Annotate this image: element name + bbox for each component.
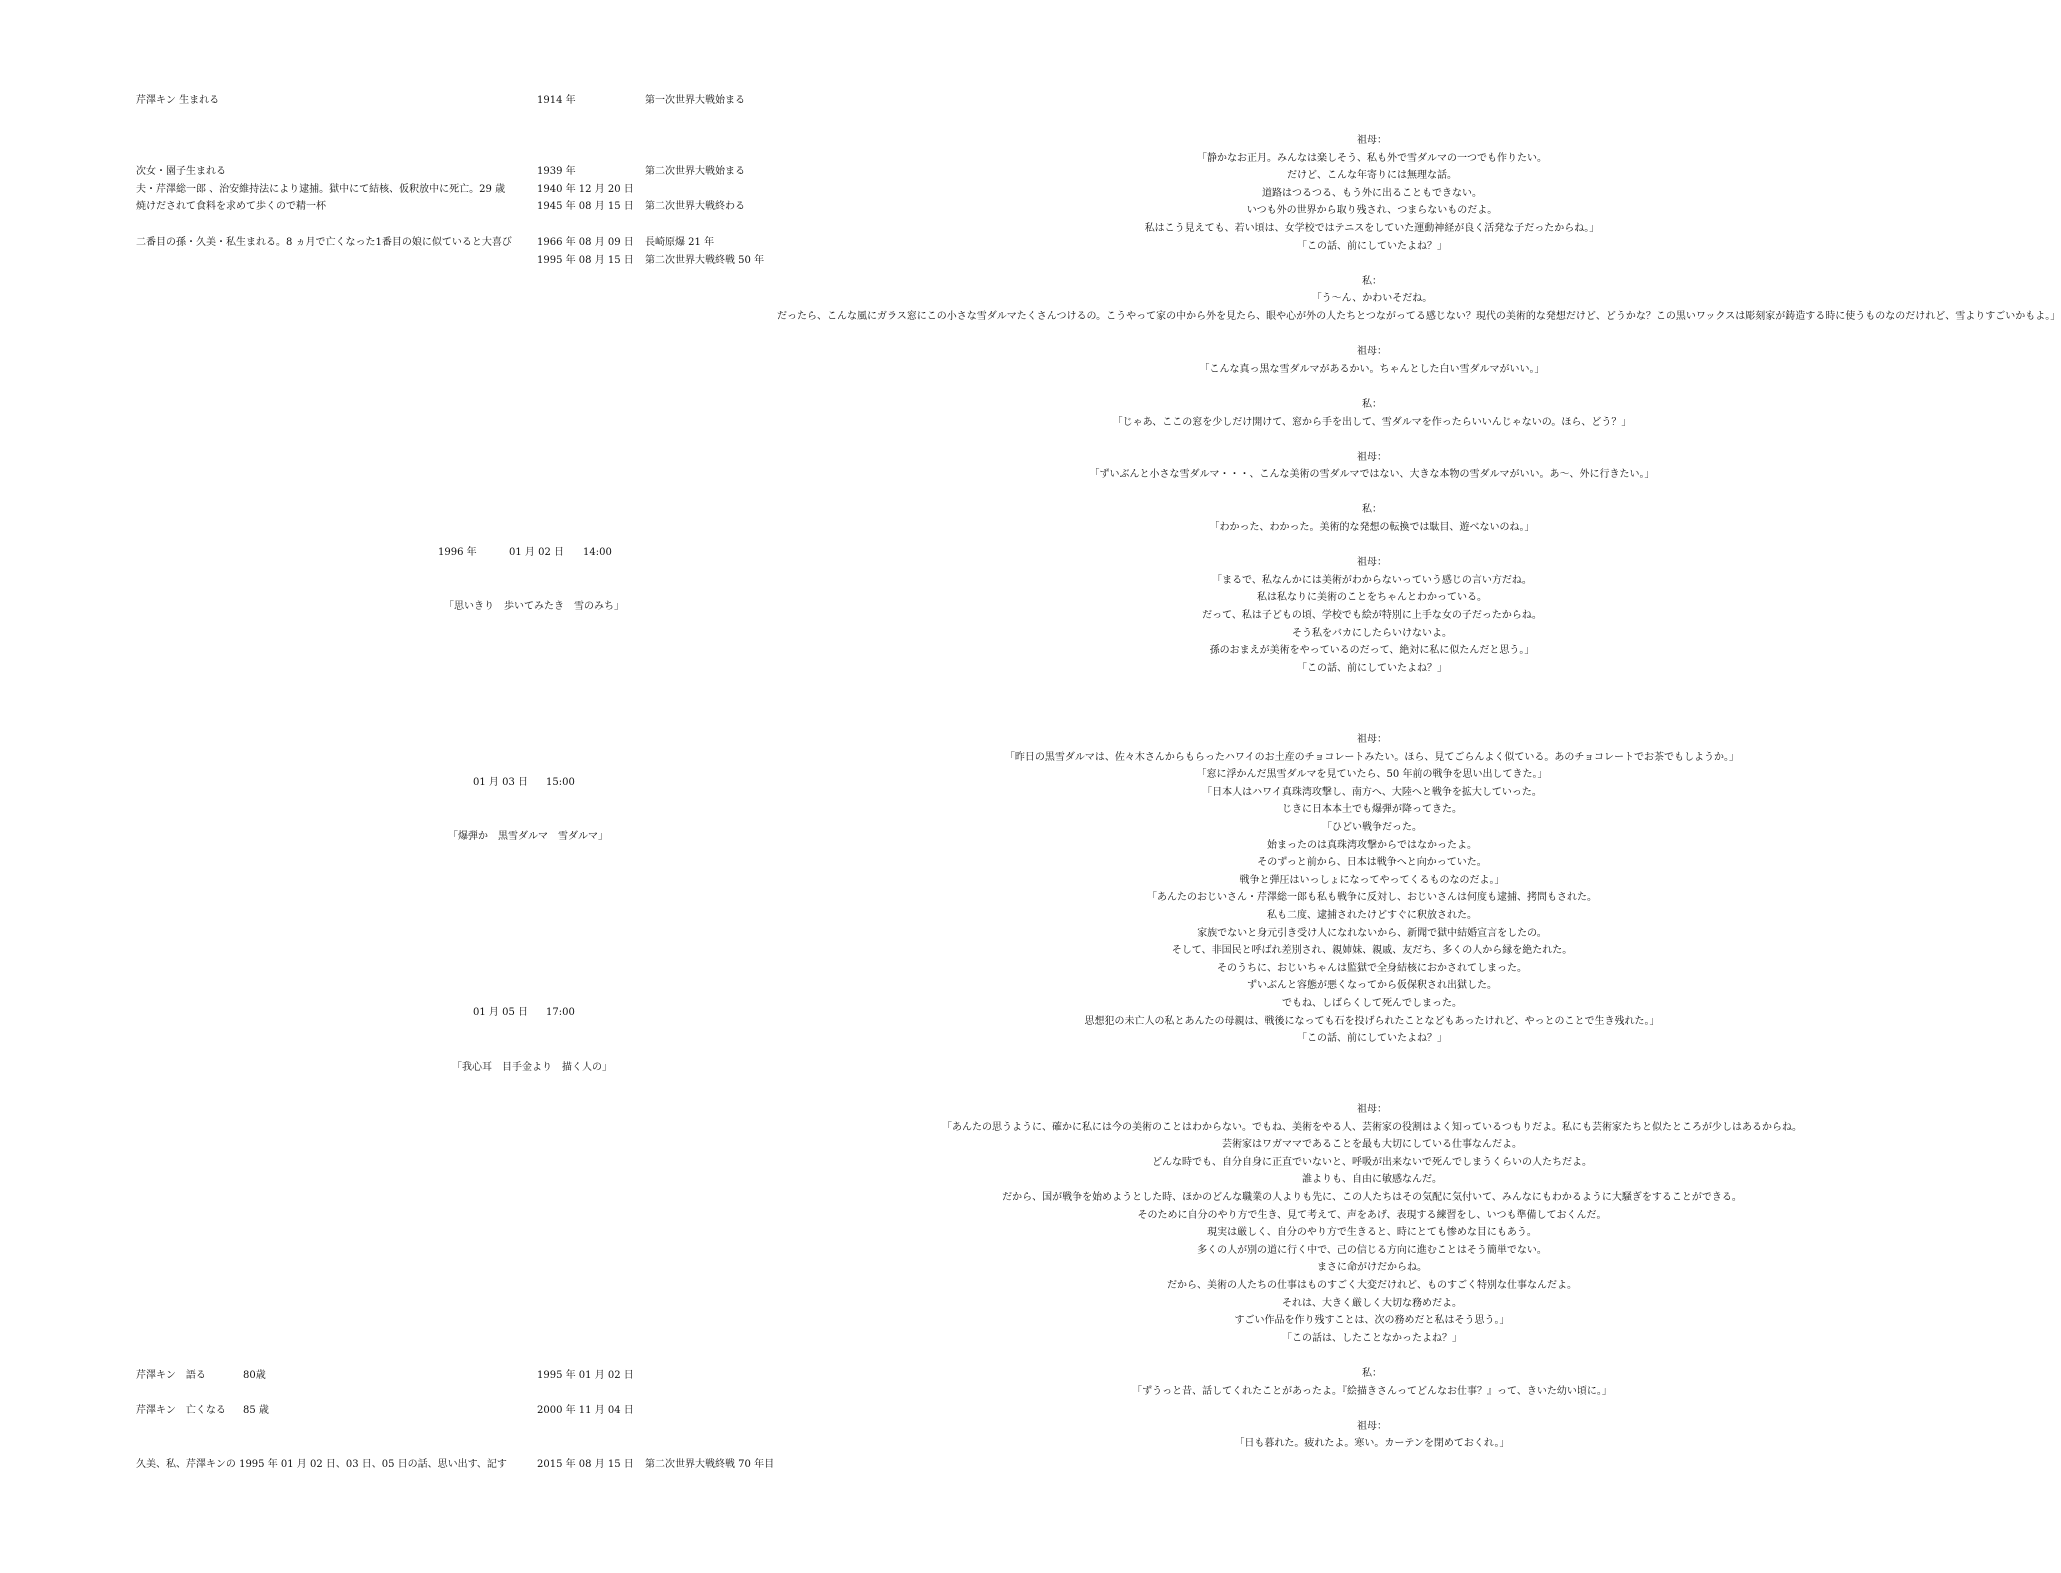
dialogue-block-day1	[777, 132, 2061, 677]
dialogue-line: 多くの人が別の道に行く中で、己の信じる方向に進むことはそう簡単でない。	[1197, 1244, 1547, 1256]
dialogue-line: じきに日本本土でも爆弾が降ってきた。	[1282, 804, 1462, 816]
dialogue-line: 「この話、前にしていたよね？」	[1297, 662, 1447, 674]
dialogue-line: いつも外の世界から取り残され、つまらないものだよ。	[1246, 205, 1498, 217]
dialogue-line: どんな時でも、自分自身に正直でいないと、呼吸が出来ないで死んでしまうくらいの人たちだよ。	[1152, 1156, 1592, 1168]
timeline-date: 2015 年 08 月 15 日	[537, 1459, 634, 1470]
timeline-world-event: 第二次世界大戦終戦 50 年	[645, 255, 765, 266]
dialogue-line: 「日も暮れた。疲れたよ。寒い。カーテンを閉めておくれ。」	[1234, 1438, 1510, 1450]
dialogue-line: 私はこう見えても、若い頃は、女学校ではテニスをしていた運動神経が良く活発な子だったからね。」	[1144, 222, 1600, 234]
timeline-event: 二番目の孫・久美・私生まれる。8 ヵ月で亡くなった1番目の娘に似ていると大喜び	[136, 237, 512, 248]
dialogue-line: 「この話、前にしていたよね？」	[1297, 240, 1447, 252]
dialogue-line: 「う～ん、かわいそだね。	[1311, 293, 1433, 305]
dialogue-block-day2	[777, 731, 1967, 1048]
timeline-date: 1995 年 08 月 15 日	[537, 255, 634, 266]
timeline-world-event: 第二次世界大戦終戦 70 年目	[645, 1459, 775, 1470]
dialogue-line: だから、美術の人たちの仕事はものすごく大変だけれど、ものすごく特別な仕事なんだよ。	[1167, 1279, 1577, 1291]
speaker-label: 私：	[1362, 1367, 1382, 1379]
day-time: 14:00	[583, 547, 612, 558]
speaker-label: 私：	[1362, 398, 1382, 410]
timeline-date: 1914 年	[537, 95, 576, 106]
timeline-world-event: 長崎原爆 21 年	[645, 237, 715, 248]
dialogue-line: まさに命がけだからね。	[1317, 1262, 1427, 1274]
dialogue-line: 「窓に浮かんだ黒雪ダルマを見ていたら、50 年前の戦争を思い出してきた。」	[1196, 769, 1548, 781]
dialogue-line: 「この話、前にしていたよね？」	[1297, 1033, 1447, 1045]
dialogue-line: 芸術家はワガママであることを最も大切にしている仕事なんだよ。	[1222, 1139, 1522, 1151]
day-date: 01 月 02 日	[509, 547, 564, 558]
timeline-event: 芹澤キン 生まれる	[136, 95, 220, 106]
dialogue-line: それは、大きく厳しく大切な務めだよ。	[1282, 1297, 1462, 1309]
dialogue-line: 「ずいぶんと小さな雪ダルマ・・・、こんな美術の雪ダルマではない、大きな本物の雪ダルマがいい。あ～、外に行きたい。」	[1089, 469, 1655, 481]
dialogue-line: 「日本人はハワイ真珠湾攻撃し、南方へ、大陸へと戦争を拡大していった。	[1202, 786, 1542, 798]
timeline-age: 85 歳	[243, 1405, 269, 1416]
day-poem: 「我心耳 目手金より 描く人の」	[452, 1062, 612, 1073]
speaker-label: 祖母：	[1357, 346, 1387, 358]
dialogue-line: すごい作品を作り残すことは、次の務めだと私はそう思う。」	[1234, 1315, 1510, 1327]
dialogue-gap	[777, 255, 1967, 273]
timeline-date: 1966 年 08 月 09 日	[537, 237, 634, 248]
speaker-label: 祖母：	[1357, 734, 1387, 745]
dialogue-line: 「わかった、わかった。美術的な発想の転換では駄目、遊べないのね。」	[1209, 522, 1535, 534]
timeline-age: 80歳	[243, 1370, 266, 1381]
dialogue-line: でもね、しばらくして死んでしまった。	[1282, 997, 1462, 1009]
timeline-event: 焼けだされて食料を求めて歩くので精一杯	[136, 201, 326, 212]
timeline-event: 芹澤キン 語る	[136, 1370, 206, 1381]
timeline-event: 久美、私、芹澤キンの 1995 年 01 月 02 日、03 日、05 日の話、思い出す、記す	[136, 1459, 507, 1470]
speaker-label: 祖母：	[1357, 451, 1387, 463]
dialogue-line: 家族でないと身元引き受け人になれないから、新聞で獄中結婚宣言をしたの。	[1197, 927, 1547, 939]
dialogue-line: そのうちに、おじいちゃんは監獄で全身結核におかされてしまった。	[1217, 962, 1527, 974]
dialogue-line: 「じゃあ、ここの窓を少しだけ開けて、窓から手を出して、雪ダルマを作ったらいいんじゃないの。ほら、どう？」	[1112, 416, 1632, 428]
dialogue-line: 「まるで、私なんかには美術がわからないっていう感じの言い方だね。	[1212, 574, 1532, 586]
day-year: 1996 年	[438, 547, 477, 558]
dialogue-line: 誰よりも、自由に敏感なんだ。	[1302, 1174, 1442, 1186]
timeline-date: 1940 年 12 月 20 日	[537, 184, 634, 195]
timeline-world-event: 第二次世界大戦終わる	[645, 201, 745, 212]
dialogue-line: そのために自分のやり方で生き、見て考えて、声をあげ、表現する練習をし、いつも準備しておくんだ。	[1137, 1209, 1607, 1221]
speaker-label: 祖母：	[1357, 1420, 1387, 1432]
dialogue-line: 戦争と弾圧はいっしょになってやってくるものなのだよ。」	[1239, 874, 1505, 886]
dialogue-line: 「ひどい戦争だった。	[1322, 821, 1422, 833]
day-date: 01 月 03 日	[473, 777, 528, 788]
dialogue-line: 私は私なりに美術のことをちゃんとわかっている。	[1257, 592, 1487, 604]
dialogue-line: そのずっと前から、日本は戦争へと向かっていた。	[1257, 857, 1487, 869]
dialogue-line: 「ずうっと昔、話してくれたことがあったよ。『絵描きさんってどんなお仕事？』って、きいた幼い頃に。」	[1132, 1385, 1612, 1397]
dialogue-line: 始まったのは真珠湾攻撃からではなかったよ。	[1267, 839, 1477, 851]
dialogue-gap	[777, 537, 1967, 555]
day-time: 15:00	[546, 777, 575, 788]
dialogue-block-day3	[777, 1101, 1967, 1453]
dialogue-line: 「昨日の黒雪ダルマは、佐々木さんからもらったハワイのお土産のチョコレートみたい。ほら、見てごらんよく似ている。あのチョコレートでお茶でもしようか。」	[1004, 751, 1740, 763]
speaker-label: 祖母：	[1357, 135, 1387, 146]
speaker-label: 私：	[1362, 275, 1382, 287]
day-poem: 「爆弾か 黒雪ダルマ 雪ダルマ」	[448, 831, 608, 842]
dialogue-line: 思想犯の未亡人の私とあんたの母親は、戦後になっても石を投げられたことなどもあったけれど、やっとのことで生き残れた。」	[1084, 1015, 1660, 1027]
dialogue-line: 私も二度、逮捕されたけどすぐに釈放された。	[1267, 909, 1477, 921]
dialogue-line: 「この話は、したことなかったよね？」	[1282, 1332, 1462, 1344]
timeline-date: 2000 年 11 月 04 日	[537, 1405, 634, 1416]
dialogue-line: ずいぶんと容態が悪くなってから仮保釈され出獄した。	[1247, 980, 1497, 992]
timeline-event: 次女・園子生まれる	[136, 166, 226, 177]
speaker-label: 祖母：	[1357, 557, 1387, 569]
dialogue-gap	[777, 1347, 1967, 1365]
day-poem: 「思いきり 歩いてみたき 雪のみち」	[444, 601, 624, 612]
dialogue-line: だったら、こんな風にガラス窓にこの小さな雪ダルマたくさんつけるの。こうやって家の中から外を見たら、眼や心が外の人たちとつながってる感じない？現代の美術的な発想だけど、どうかな？この黒いワックスは彫刻家が鋳造する時に使うものなのだけれど、雪よりすごいかもよ。」	[777, 310, 2061, 322]
dialogue-line: 「あんたの思うように、確かに私には今の美術のことはわからない。でもね、美術をやる人、芸術家の役割はよく知っているつもりだよ。私にも芸術家たちと似たところが少しはあるからね。	[942, 1121, 1802, 1133]
dialogue-line: 「静かなお正月。みんなは楽しそう、私も外で雪ダルマの一つでも作りたい。	[1197, 152, 1547, 164]
timeline-event: 芹澤キン 亡くなる	[136, 1405, 226, 1416]
timeline-world-event: 第一次世界大戦始まる	[645, 95, 745, 106]
timeline-world-event: 第二次世界大戦始まる	[645, 166, 745, 177]
dialogue-line: 「あんたのおじいさん・芹澤総一郎も私も戦争に反対し、おじいさんは何度も逮捕、拷問もされた。	[1147, 892, 1597, 904]
dialogue-line: そう私をバカにしたらいけないよ。	[1292, 627, 1452, 639]
dialogue-gap	[777, 326, 1967, 344]
timeline-event: 夫・芹澤総一郎 、治安維持法により逮捕。獄中にて結核、仮釈放中に死亡。29 歳	[136, 184, 506, 195]
dialogue-line: だから、国が戦争を始めようとした時、ほかのどんな職業の人よりも先に、この人たちはその気配に気付いて、みんなにもわかるように大騒ぎをすることができる。	[1002, 1191, 1742, 1203]
dialogue-line: 現実は厳しく、自分のやり方で生きると、時にとても惨めな目にもあう。	[1207, 1227, 1537, 1239]
dialogue-line: だって、私は子どもの頃、学校でも絵が特別に上手な女の子だったからね。	[1202, 610, 1542, 622]
dialogue-line: 「こんな真っ黒な雪ダルマがあるかい。ちゃんとした白い雪ダルマがいい。」	[1199, 363, 1545, 375]
dialogue-line: そして、非国民と呼ばれ差別され、親姉妹、親戚、友だち、多くの人から縁を絶たれた。	[1171, 945, 1573, 957]
dialogue-line: 道路はつるつる、もう外に出ることもできない。	[1262, 187, 1482, 199]
dialogue-gap	[777, 378, 1967, 396]
timeline-date: 1995 年 01 月 02 日	[537, 1370, 634, 1381]
timeline-date: 1945 年 08 月 15 日	[537, 201, 634, 212]
day-time: 17:00	[546, 1007, 575, 1018]
dialogue-line: 孫のおまえが美術をやっているのだって、絶対に私に似たんだと思う。」	[1209, 645, 1535, 657]
speaker-label: 私：	[1362, 504, 1382, 516]
dialogue-gap	[777, 484, 1967, 502]
speaker-label: 祖母：	[1357, 1104, 1387, 1115]
dialogue-line: だけど、こんな年寄りには無理な話。	[1287, 170, 1457, 182]
timeline-date: 1939 年	[537, 166, 576, 177]
dialogue-gap	[777, 431, 1967, 449]
day-date: 01 月 05 日	[473, 1007, 528, 1018]
dialogue-gap	[777, 1400, 1967, 1418]
